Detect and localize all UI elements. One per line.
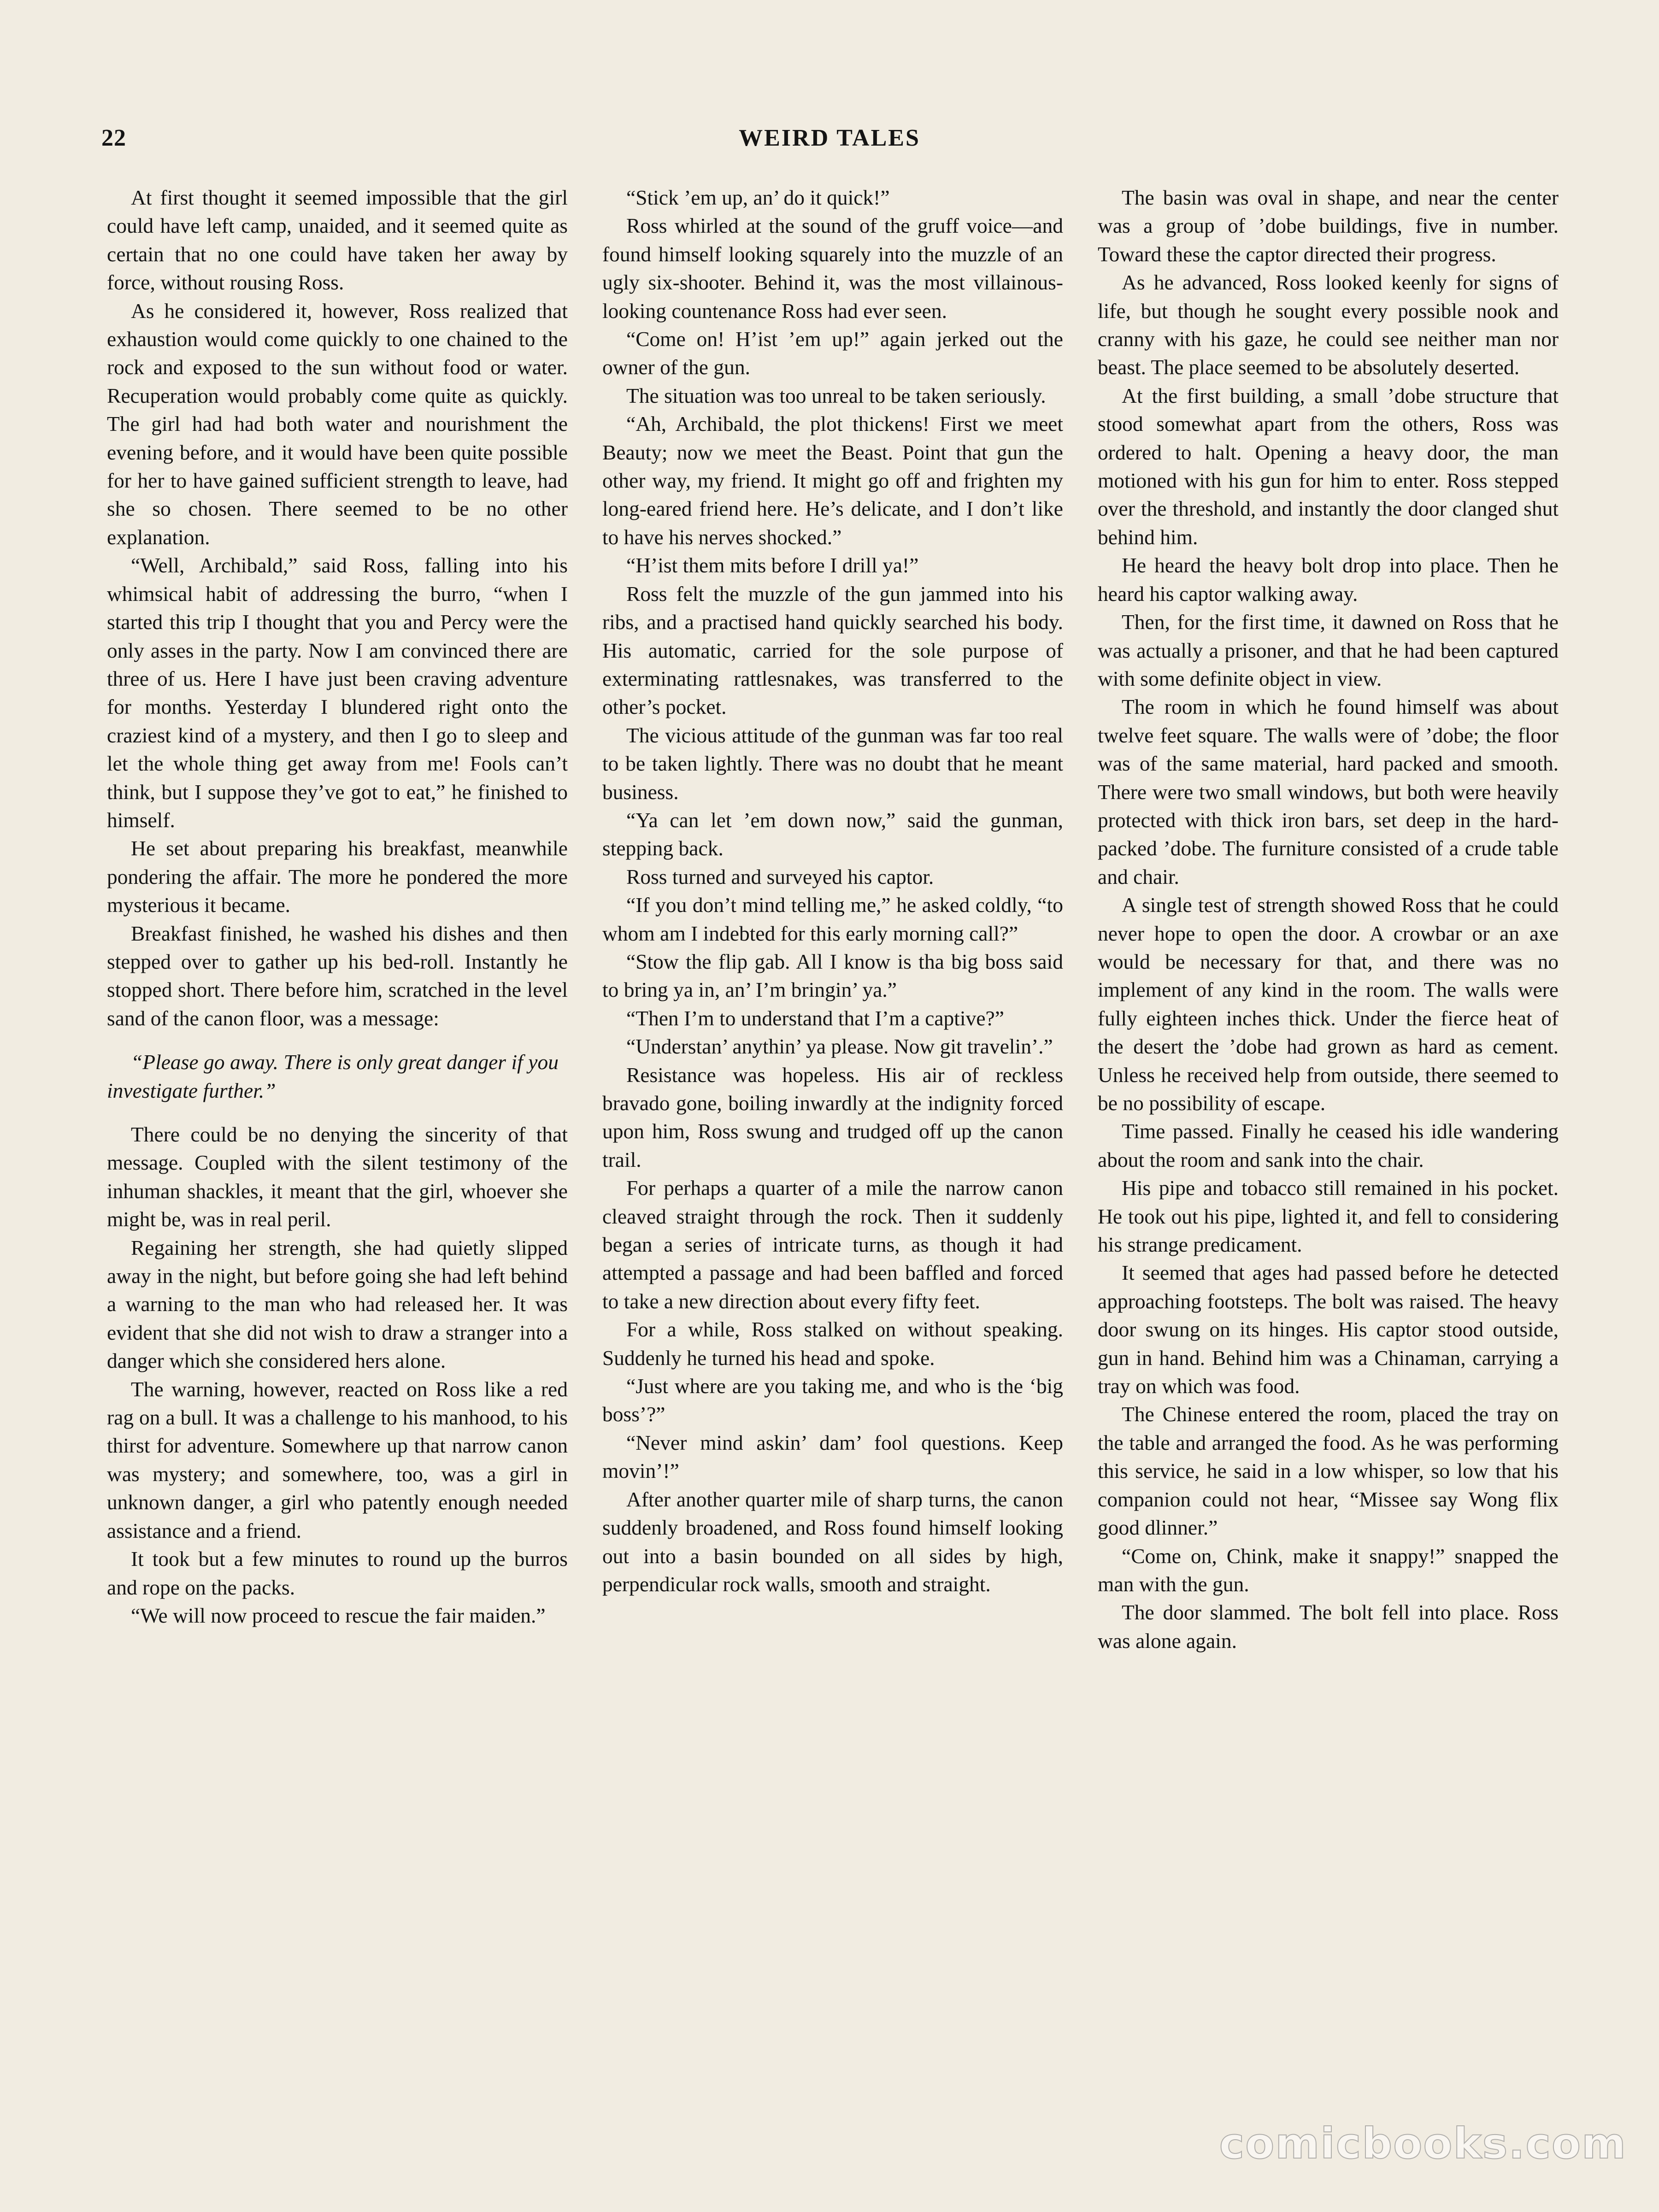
paragraph: For perhaps a quarter of a mile the narrow canon cleaved straight through the rock. Then it suddenly began a series of intricate turns, as though it had attempted a passage and had been baffled and forced to take a new direction about every fifty feet. [602, 1176, 1063, 1313]
paragraph: “H’ist them mits before I drill ya!” [626, 553, 919, 577]
paragraph: “Understan’ anythin’ ya please. Now git travelin’.” [626, 1035, 1053, 1059]
paragraph: Ross felt the muzzle of the gun jammed into his ribs, and a practised hand quickly searched his body. His automatic, carried for the sole purpose of exterminating rattlesnakes, was transferred to the other’s pocket. [602, 582, 1063, 719]
page-header [101, 124, 1558, 157]
paragraph: As he advanced, Ross looked keenly for signs of life, but though he sought every possible nook and cranny with his gaze, he could see neither man nor beast. The place seemed to be absolutely deserted. [1098, 271, 1559, 379]
text-column-3 [1098, 183, 1559, 2096]
paragraph: Then, for the first time, it dawned on Ross that he was actually a prisoner, and that he had been captured with some definite object in view. [1098, 610, 1559, 690]
paragraph: Breakfast finished, he washed his dishes and then stepped over to gather up his bed-roll. Instantly he stopped short. There before him, scratched in the level sand of the canon floor, was a message: [107, 921, 568, 1030]
paragraph: The situation was too unreal to be taken seriously. [626, 383, 1046, 407]
paragraph: Ross turned and surveyed his captor. [626, 865, 934, 888]
paragraph: It seemed that ages had passed before he detected approaching footsteps. The bolt was raised. The heavy door swung on its hinges. His captor stood outside, gun in hand. Behind him was a Chinaman, carrying a tray on which was food. [1098, 1261, 1559, 1398]
sand-message: “Please go away. There is only great danger if you investigate further.” [107, 1050, 559, 1102]
paragraph: “Come on, Chink, make it snappy!” snapped the man with the gun. [1098, 1544, 1559, 1596]
paragraph: For a while, Ross stalked on without speaking. Suddenly he turned his head and spoke. [602, 1318, 1063, 1370]
paragraph: After another quarter mile of sharp turns, the canon suddenly broadened, and Ross found himself looking out into a basin bounded on all sides by high, perpendicular rock walls, smooth and straight. [602, 1487, 1063, 1596]
paragraph: “Well, Archibald,” said Ross, falling into his whimsical habit of addressing the burro, “when I started this trip I thought that you and Percy were the only asses in the party. Now I am convinced there are three of us. Here I have just been craving adventure for months. Yesterday I blundered right onto the craziest kind of a mystery, and then I go to sleep and let the whole thing get away from me! Fools can’t think, but I suppose they’ve got to eat,” he finished to himself. [107, 553, 568, 832]
paragraph: Regaining her strength, she had quietly slipped away in the night, but before going she had left behind a warning to the man who had released her. It was evident that she did not wish to draw a stranger into a danger which she considered hers alone. [107, 1235, 568, 1373]
paragraph: His pipe and tobacco still remained in his pocket. He took out his pipe, lighted it, and fell to considering his strange predicament. [1098, 1176, 1559, 1257]
paragraph: “Just where are you taking me, and who is the ‘big boss’?” [602, 1374, 1063, 1426]
paragraph: “Stick ’em up, an’ do it quick!” [626, 186, 890, 209]
paragraph: The basin was oval in shape, and near the center was a group of ’dobe buildings, five in number. Toward these the captor directed their progress. [1098, 186, 1559, 266]
paragraph: “Then I’m to understand that I’m a captive?” [626, 1006, 1004, 1030]
paragraph: He set about preparing his breakfast, meanwhile pondering the affair. The more he pondered the more mysterious it became. [107, 836, 568, 917]
paragraph: The room in which he found himself was about twelve feet square. The walls were of ’dobe; the floor was of the same material, hard packed and smooth. There were two small windows, but both were heavily protected with thick iron bars, set deep in the hard-packed ’dobe. The furniture consisted of a crude table and chair. [1098, 695, 1559, 888]
text-column-2 [602, 183, 1063, 2096]
paragraph: There could be no denying the sincerity of that message. Coupled with the silent testimony of the inhuman shackles, it meant that the girl, whoever she might be, was in real peril. [107, 1123, 568, 1231]
paragraph: The warning, however, reacted on Ross like a red rag on a bull. It was a challenge to his manhood, to his thirst for adventure. Somewhere up that narrow canon was mystery; and somewhere, too, was a girl in unknown danger, a girl who patently enough needed assistance and a friend. [107, 1377, 568, 1542]
magazine-title: WEIRD TALES [739, 125, 920, 151]
paragraph: The door slammed. The bolt fell into place. Ross was alone again. [1098, 1600, 1559, 1653]
paragraph: “Come on! H’ist ’em up!” again jerked out the owner of the gun. [602, 327, 1063, 379]
paragraph: It took but a few minutes to round up the burros and rope on the packs. [107, 1547, 568, 1599]
watermark: comicbooks.com [1219, 2119, 1627, 2168]
paragraph: Ross whirled at the sound of the gruff voice—and found himself looking squarely into the muzzle of an ugly six-shooter. Behind it, was the most villainous-looking countenance Ross had ever seen. [602, 214, 1063, 323]
paragraph: Time passed. Finally he ceased his idle wandering about the room and sank into the chair. [1098, 1119, 1559, 1171]
paragraph: He heard the heavy bolt drop into place. Then he heard his captor walking away. [1098, 553, 1559, 606]
paragraph: As he considered it, however, Ross realized that exhaustion would come quickly to one chained to the rock and exposed to the sun without food or water. Recuperation would probably come quite as quickly. The girl had had both water and nourishment the evening before, and it would have been quite possible for her to have gained sufficient strength to leave, had she so chosen. There seemed to be no other explanation. [107, 299, 568, 549]
paragraph: Resistance was hopeless. His air of reckless bravado gone, boiling inwardly at the indignity forced upon him, Ross swung and trudged off up the canon trail. [602, 1063, 1063, 1171]
paragraph: “Ah, Archibald, the plot thickens! First we meet Beauty; now we meet the Beast. Point that gun the other way, my friend. It might go off and frighten my long-eared friend here. He’s delicate, and I don’t like to have his nerves shocked.” [602, 412, 1063, 549]
paragraph: At the first building, a small ’dobe structure that stood somewhat apart from the others, Ross was ordered to halt. Opening a heavy door, the man motioned with his gun for him to enter. Ross stepped over the threshold, and instantly the door clanged shut behind him. [1098, 383, 1559, 549]
paragraph: “If you don’t mind telling me,” he asked coldly, “to whom am I indebted for this early morning call?” [602, 893, 1063, 945]
text-column-1 [107, 183, 568, 2096]
paragraph: “Ya can let ’em down now,” said the gunman, stepping back. [602, 808, 1063, 860]
paragraph: “We will now proceed to rescue the fair maiden.” [131, 1603, 546, 1627]
paragraph: A single test of strength showed Ross that he could never hope to open the door. A crowbar or an axe would be necessary for that, and there was no implement of any kind in the room. The walls were fully eighteen inches thick. Under the fierce heat of the desert the ’dobe had grown as hard as cement. Unless he received help from outside, there seemed to be no possibility of escape. [1098, 893, 1559, 1115]
page-number: 22 [101, 125, 126, 151]
paragraph: The vicious attitude of the gunman was far too real to be taken lightly. There was no doubt that he meant business. [602, 723, 1063, 804]
paragraph: “Stow the flip gab. All I know is tha big boss said to bring ya in, an’ I’m bringin’ ya.” [602, 949, 1063, 1002]
article-body [107, 183, 1559, 2096]
paragraph: The Chinese entered the room, placed the tray on the table and arranged the food. As he was performing this service, he said in a low whisper, so low that his companion could not hear, “Missee say Wong flix good dlinner.” [1098, 1402, 1559, 1540]
paragraph: At first thought it seemed impossible that the girl could have left camp, unaided, and it seemed quite as certain that no one could have taken her away by force, without rousing Ross. [107, 186, 568, 294]
paragraph: “Never mind askin’ dam’ fool questions. Keep movin’!” [602, 1430, 1063, 1483]
